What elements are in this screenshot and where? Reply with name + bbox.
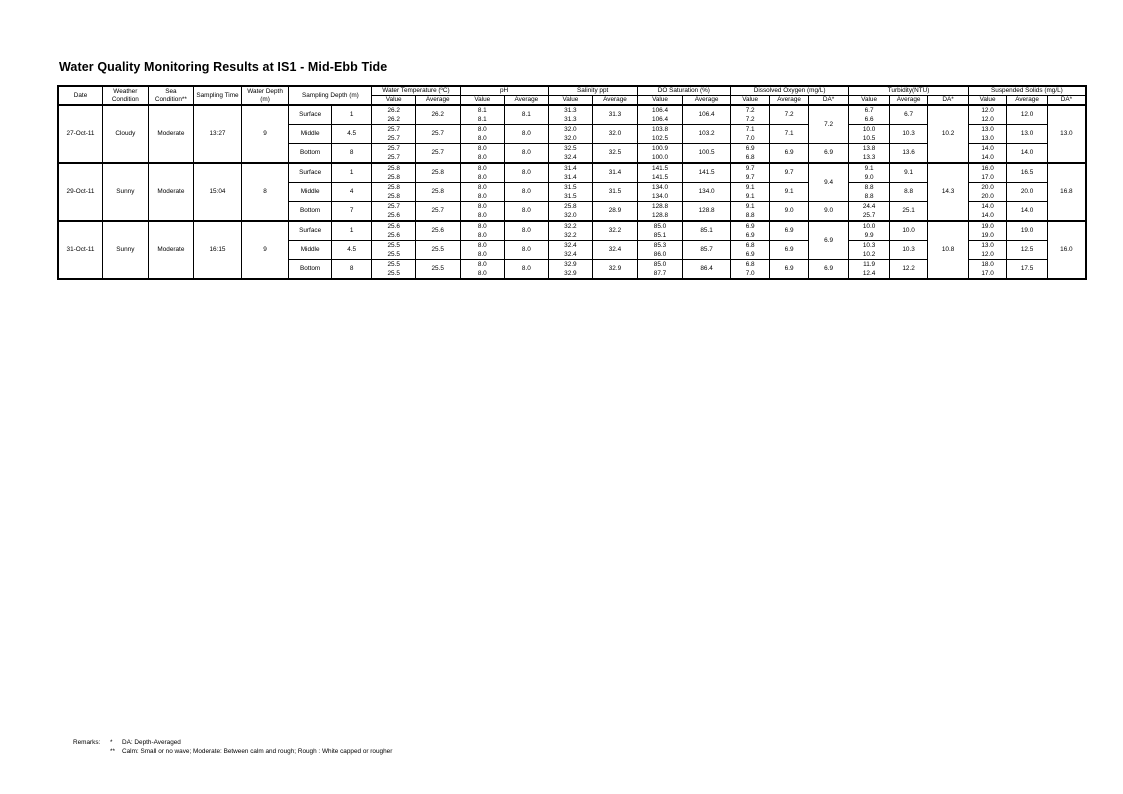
temperature-value: 25.7: [372, 125, 416, 135]
salinity-value: 32.5: [548, 144, 593, 154]
turbidity-average: 10.0: [889, 221, 927, 241]
subheader-value: Value: [637, 96, 683, 106]
salinity-value: 32.9: [548, 269, 593, 279]
subheader-da: DA*: [808, 96, 849, 106]
turbidity-average: 25.1: [889, 202, 927, 222]
do-saturation-value: 106.4: [637, 105, 683, 115]
temperature-value: 25.8: [372, 192, 416, 202]
sampling-level-cell: Middle: [289, 125, 332, 144]
salinity-value: 32.0: [548, 134, 593, 144]
dissolved-oxygen-average: 6.9: [770, 221, 808, 241]
sampling-level-cell: Bottom: [289, 202, 332, 222]
ph-value: 8.0: [460, 241, 505, 251]
do-saturation-value: 106.4: [637, 115, 683, 125]
temperature-value: 25.8: [372, 173, 416, 183]
ph-value: 8.0: [460, 260, 505, 270]
suspended-solids-value: 13.0: [968, 134, 1006, 144]
dissolved-oxygen-da: 7.2: [808, 105, 849, 144]
temperature-average: 26.2: [415, 105, 460, 125]
salinity-average: 32.0: [593, 125, 638, 144]
turbidity-da: 10.2: [928, 105, 969, 163]
suspended-solids-value: 20.0: [968, 183, 1006, 193]
temperature-average: 25.7: [415, 125, 460, 144]
temperature-value: 25.8: [372, 183, 416, 193]
sampling-depth-cell: 4: [331, 183, 372, 202]
remark-marker: **: [110, 748, 115, 755]
turbidity-value: 9.1: [849, 163, 890, 173]
ph-value: 8.1: [460, 115, 505, 125]
do-saturation-value: 85.3: [637, 241, 683, 251]
salinity-value: 32.2: [548, 231, 593, 241]
temperature-value: 25.7: [372, 153, 416, 163]
subheader-da: DA*: [928, 96, 969, 106]
sampling-depth-cell: 1: [331, 163, 372, 183]
dissolved-oxygen-value: 9.1: [730, 202, 769, 212]
do-saturation-value: 128.8: [637, 211, 683, 221]
subheader-average: Average: [1007, 96, 1048, 106]
suspended-solids-da: 13.0: [1047, 105, 1086, 163]
remarks: [73, 738, 392, 756]
salinity-average: 31.5: [593, 183, 638, 202]
turbidity-value: 6.6: [849, 115, 890, 125]
header-sea: Sea Condition**: [148, 86, 194, 105]
ph-value: 8.1: [460, 105, 505, 115]
suspended-solids-value: 19.0: [968, 221, 1006, 231]
ph-value: 8.0: [460, 269, 505, 279]
header-temperature: Water Temperature (ºC): [372, 86, 460, 96]
temperature-value: 26.2: [372, 105, 416, 115]
sampling-level-cell: Surface: [289, 221, 332, 241]
temperature-value: 25.8: [372, 163, 416, 173]
do-saturation-value: 100.9: [637, 144, 683, 154]
ph-value: 8.0: [460, 173, 505, 183]
temperature-value: 25.5: [372, 269, 416, 279]
table-body: [58, 105, 1086, 279]
do-saturation-average: 141.5: [683, 163, 731, 183]
header-suspended-solids: Suspended Solids (mg/L): [968, 86, 1086, 96]
ph-value: 8.0: [460, 221, 505, 231]
ph-average: 8.0: [505, 183, 549, 202]
ph-value: 8.0: [460, 192, 505, 202]
temperature-value: 25.5: [372, 241, 416, 251]
ph-value: 8.0: [460, 211, 505, 221]
do-saturation-value: 103.8: [637, 125, 683, 135]
do-saturation-value: 134.0: [637, 192, 683, 202]
dissolved-oxygen-value: 6.8: [730, 241, 769, 251]
dissolved-oxygen-value: 9.1: [730, 192, 769, 202]
suspended-solids-value: 12.0: [968, 115, 1006, 125]
ph-average: 8.0: [505, 241, 549, 260]
suspended-solids-value: 14.0: [968, 202, 1006, 212]
suspended-solids-value: 14.0: [968, 211, 1006, 221]
dissolved-oxygen-average: 9.0: [770, 202, 808, 222]
do-saturation-value: 102.5: [637, 134, 683, 144]
turbidity-value: 10.5: [849, 134, 890, 144]
sampling-depth-cell: 4.5: [331, 125, 372, 144]
salinity-value: 32.0: [548, 211, 593, 221]
table-row: [58, 221, 1086, 231]
header-water-depth: Water Depth (m): [241, 86, 289, 105]
do-saturation-value: 85.0: [637, 260, 683, 270]
dissolved-oxygen-value: 7.2: [730, 115, 769, 125]
water-depth-cell: 9: [241, 105, 289, 163]
do-saturation-value: 86.0: [637, 250, 683, 260]
header-weather: Weather Condition: [103, 86, 149, 105]
ph-average: 8.1: [505, 105, 549, 125]
suspended-solids-value: 12.0: [968, 105, 1006, 115]
salinity-value: 32.9: [548, 260, 593, 270]
salinity-value: 31.5: [548, 192, 593, 202]
suspended-solids-average: 14.0: [1007, 144, 1048, 164]
table-row: [58, 105, 1086, 115]
suspended-solids-average: 19.0: [1007, 221, 1048, 241]
salinity-average: 32.5: [593, 144, 638, 164]
suspended-solids-value: 19.0: [968, 231, 1006, 241]
temperature-value: 25.6: [372, 221, 416, 231]
temperature-average: 25.5: [415, 241, 460, 260]
date-cell: 27-Oct-11: [58, 105, 103, 163]
do-saturation-value: 134.0: [637, 183, 683, 193]
suspended-solids-value: 20.0: [968, 192, 1006, 202]
temperature-value: 25.5: [372, 260, 416, 270]
water-depth-cell: 9: [241, 221, 289, 279]
temperature-average: 25.5: [415, 260, 460, 280]
sea-condition-cell: Moderate: [148, 221, 194, 279]
turbidity-value: 10.0: [849, 221, 890, 231]
salinity-value: 31.4: [548, 163, 593, 173]
suspended-solids-da: 16.8: [1047, 163, 1086, 221]
temperature-average: 25.7: [415, 144, 460, 164]
turbidity-value: 9.9: [849, 231, 890, 241]
do-saturation-value: 141.5: [637, 163, 683, 173]
salinity-value: 32.2: [548, 221, 593, 231]
suspended-solids-value: 13.0: [968, 241, 1006, 251]
subheader-average: Average: [683, 96, 731, 106]
turbidity-value: 25.7: [849, 211, 890, 221]
salinity-value: 32.4: [548, 241, 593, 251]
header-do-saturation: DO Saturation (%): [637, 86, 730, 96]
weather-cell: Cloudy: [103, 105, 149, 163]
sampling-level-cell: Bottom: [289, 260, 332, 280]
ph-average: 8.0: [505, 144, 549, 164]
subheader-value: Value: [730, 96, 769, 106]
turbidity-value: 13.3: [849, 153, 890, 163]
salinity-average: 28.9: [593, 202, 638, 222]
sampling-time-cell: 15:04: [194, 163, 242, 221]
sampling-level-cell: Surface: [289, 163, 332, 183]
ph-value: 8.0: [460, 134, 505, 144]
dissolved-oxygen-value: 7.0: [730, 134, 769, 144]
header-salinity: Salinity ppt: [548, 86, 637, 96]
do-saturation-value: 128.8: [637, 202, 683, 212]
do-saturation-average: 85.1: [683, 221, 731, 241]
dissolved-oxygen-value: 6.9: [730, 144, 769, 154]
ph-value: 8.0: [460, 183, 505, 193]
turbidity-average: 12.2: [889, 260, 927, 280]
dissolved-oxygen-average: 7.2: [770, 105, 808, 125]
salinity-average: 32.2: [593, 221, 638, 241]
ph-value: 8.0: [460, 202, 505, 212]
dissolved-oxygen-value: 6.8: [730, 260, 769, 270]
dissolved-oxygen-value: 8.8: [730, 211, 769, 221]
header-sampling-depth: Sampling Depth (m): [289, 86, 372, 105]
suspended-solids-average: 12.0: [1007, 105, 1048, 125]
suspended-solids-average: 17.5: [1007, 260, 1048, 280]
salinity-value: 25.8: [548, 202, 593, 212]
do-saturation-value: 85.0: [637, 221, 683, 231]
sampling-depth-cell: 7: [331, 202, 372, 222]
sampling-time-cell: 16:15: [194, 221, 242, 279]
header-ph: pH: [460, 86, 548, 96]
ph-average: 8.0: [505, 221, 549, 241]
dissolved-oxygen-average: 6.9: [770, 144, 808, 164]
turbidity-value: 8.8: [849, 192, 890, 202]
subheader-average: Average: [505, 96, 549, 106]
salinity-value: 31.3: [548, 115, 593, 125]
remark-text: DA: Depth-Averaged: [122, 739, 181, 746]
sampling-time-cell: 13:27: [194, 105, 242, 163]
temperature-average: 25.7: [415, 202, 460, 222]
sampling-level-cell: Middle: [289, 183, 332, 202]
temperature-average: 25.8: [415, 183, 460, 202]
dissolved-oxygen-value: 6.9: [730, 231, 769, 241]
salinity-value: 32.0: [548, 125, 593, 135]
ph-value: 8.0: [460, 125, 505, 135]
ph-average: 8.0: [505, 260, 549, 280]
dissolved-oxygen-value: 9.7: [730, 163, 769, 173]
subheader-value: Value: [372, 96, 416, 106]
turbidity-value: 8.8: [849, 183, 890, 193]
ph-average: 8.0: [505, 125, 549, 144]
sampling-depth-cell: 8: [331, 260, 372, 280]
turbidity-value: 24.4: [849, 202, 890, 212]
salinity-average: 32.9: [593, 260, 638, 280]
water-depth-cell: 8: [241, 163, 289, 221]
turbidity-value: 12.4: [849, 269, 890, 279]
table-row: [58, 163, 1086, 173]
turbidity-value: 11.9: [849, 260, 890, 270]
sampling-level-cell: Middle: [289, 241, 332, 260]
do-saturation-average: 103.2: [683, 125, 731, 144]
suspended-solids-value: 18.0: [968, 260, 1006, 270]
suspended-solids-average: 13.0: [1007, 125, 1048, 144]
temperature-value: 25.5: [372, 250, 416, 260]
suspended-solids-value: 16.0: [968, 163, 1006, 173]
dissolved-oxygen-da-bottom: 9.0: [808, 202, 849, 222]
do-saturation-value: 100.0: [637, 153, 683, 163]
dissolved-oxygen-value: 7.0: [730, 269, 769, 279]
salinity-value: 32.4: [548, 250, 593, 260]
turbidity-value: 9.0: [849, 173, 890, 183]
salinity-average: 31.3: [593, 105, 638, 125]
dissolved-oxygen-value: 6.8: [730, 153, 769, 163]
do-saturation-value: 141.5: [637, 173, 683, 183]
temperature-value: 26.2: [372, 115, 416, 125]
do-saturation-average: 134.0: [683, 183, 731, 202]
salinity-value: 31.3: [548, 105, 593, 115]
do-saturation-average: 100.5: [683, 144, 731, 164]
dissolved-oxygen-value: 6.9: [730, 250, 769, 260]
temperature-value: 25.7: [372, 144, 416, 154]
subheader-average: Average: [889, 96, 927, 106]
turbidity-average: 13.6: [889, 144, 927, 164]
turbidity-average: 8.8: [889, 183, 927, 202]
water-quality-table: [57, 85, 1087, 280]
sampling-depth-cell: 4.5: [331, 241, 372, 260]
subheader-da: DA*: [1047, 96, 1086, 106]
ph-value: 8.0: [460, 250, 505, 260]
suspended-solids-value: 17.0: [968, 269, 1006, 279]
turbidity-average: 9.1: [889, 163, 927, 183]
dissolved-oxygen-value: 6.9: [730, 221, 769, 231]
suspended-solids-average: 20.0: [1007, 183, 1048, 202]
dissolved-oxygen-average: 6.9: [770, 241, 808, 260]
subheader-value: Value: [968, 96, 1006, 106]
table-header: [58, 86, 1086, 105]
suspended-solids-da: 16.0: [1047, 221, 1086, 279]
turbidity-average: 6.7: [889, 105, 927, 125]
turbidity-average: 10.3: [889, 241, 927, 260]
ph-value: 8.0: [460, 144, 505, 154]
salinity-average: 32.4: [593, 241, 638, 260]
suspended-solids-average: 16.5: [1007, 163, 1048, 183]
date-cell: 29-Oct-11: [58, 163, 103, 221]
temperature-value: 25.6: [372, 211, 416, 221]
suspended-solids-value: 17.0: [968, 173, 1006, 183]
salinity-value: 31.4: [548, 173, 593, 183]
weather-cell: Sunny: [103, 221, 149, 279]
ph-average: 8.0: [505, 163, 549, 183]
do-saturation-average: 85.7: [683, 241, 731, 260]
sampling-depth-cell: 1: [331, 221, 372, 241]
remarks-label: Remarks:: [73, 739, 101, 746]
temperature-value: 25.7: [372, 202, 416, 212]
suspended-solids-value: 12.0: [968, 250, 1006, 260]
sampling-depth-cell: 1: [331, 105, 372, 125]
sea-condition-cell: Moderate: [148, 105, 194, 163]
suspended-solids-average: 12.5: [1007, 241, 1048, 260]
suspended-solids-value: 14.0: [968, 153, 1006, 163]
weather-cell: Sunny: [103, 163, 149, 221]
temperature-average: 25.8: [415, 163, 460, 183]
ph-value: 8.0: [460, 231, 505, 241]
sampling-level-cell: Surface: [289, 105, 332, 125]
do-saturation-average: 86.4: [683, 260, 731, 280]
subheader-value: Value: [460, 96, 505, 106]
do-saturation-average: 106.4: [683, 105, 731, 125]
ph-value: 8.0: [460, 153, 505, 163]
dissolved-oxygen-value: 9.1: [730, 183, 769, 193]
dissolved-oxygen-average: 9.1: [770, 183, 808, 202]
turbidity-value: 10.0: [849, 125, 890, 135]
page-title: Water Quality Monitoring Results at IS1 - Mid-Ebb Tide: [59, 60, 388, 74]
header-date: Date: [58, 86, 103, 105]
turbidity-da: 10.8: [928, 221, 969, 279]
dissolved-oxygen-value: 7.2: [730, 105, 769, 115]
dissolved-oxygen-average: 7.1: [770, 125, 808, 144]
dissolved-oxygen-value: 7.1: [730, 125, 769, 135]
temperature-value: 25.6: [372, 231, 416, 241]
salinity-value: 31.5: [548, 183, 593, 193]
header-turbidity: Turbidity(NTU): [849, 86, 968, 96]
subheader-value: Value: [548, 96, 593, 106]
subheader-average: Average: [593, 96, 638, 106]
ph-value: 8.0: [460, 163, 505, 173]
dissolved-oxygen-da: 6.9: [808, 221, 849, 260]
dissolved-oxygen-da-bottom: 6.9: [808, 144, 849, 164]
subheader-average: Average: [770, 96, 808, 106]
header-time: Sampling Time: [194, 86, 242, 105]
salinity-value: 32.4: [548, 153, 593, 163]
turbidity-average: 10.3: [889, 125, 927, 144]
date-cell: 31-Oct-11: [58, 221, 103, 279]
suspended-solids-value: 13.0: [968, 125, 1006, 135]
ph-average: 8.0: [505, 202, 549, 222]
do-saturation-average: 128.8: [683, 202, 731, 222]
dissolved-oxygen-da-bottom: 6.9: [808, 260, 849, 280]
dissolved-oxygen-value: 9.7: [730, 173, 769, 183]
sampling-depth-cell: 8: [331, 144, 372, 164]
turbidity-value: 6.7: [849, 105, 890, 115]
turbidity-value: 10.3: [849, 241, 890, 251]
dissolved-oxygen-average: 6.9: [770, 260, 808, 280]
do-saturation-value: 87.7: [637, 269, 683, 279]
temperature-value: 25.7: [372, 134, 416, 144]
sea-condition-cell: Moderate: [148, 163, 194, 221]
subheader-average: Average: [415, 96, 460, 106]
turbidity-value: 13.8: [849, 144, 890, 154]
subheader-value: Value: [849, 96, 890, 106]
dissolved-oxygen-da: 9.4: [808, 163, 849, 202]
remark-marker: *: [110, 739, 113, 746]
turbidity-da: 14.3: [928, 163, 969, 221]
sampling-level-cell: Bottom: [289, 144, 332, 164]
suspended-solids-average: 14.0: [1007, 202, 1048, 222]
do-saturation-value: 85.1: [637, 231, 683, 241]
dissolved-oxygen-average: 9.7: [770, 163, 808, 183]
remark-text: Calm: Small or no wave; Moderate: Between calm and rough; Rough : White capped or rougher: [122, 748, 393, 755]
temperature-average: 25.6: [415, 221, 460, 241]
turbidity-value: 10.2: [849, 250, 890, 260]
header-dissolved-oxygen: Dissolved Oxygen (mg/L): [730, 86, 848, 96]
suspended-solids-value: 14.0: [968, 144, 1006, 154]
salinity-average: 31.4: [593, 163, 638, 183]
